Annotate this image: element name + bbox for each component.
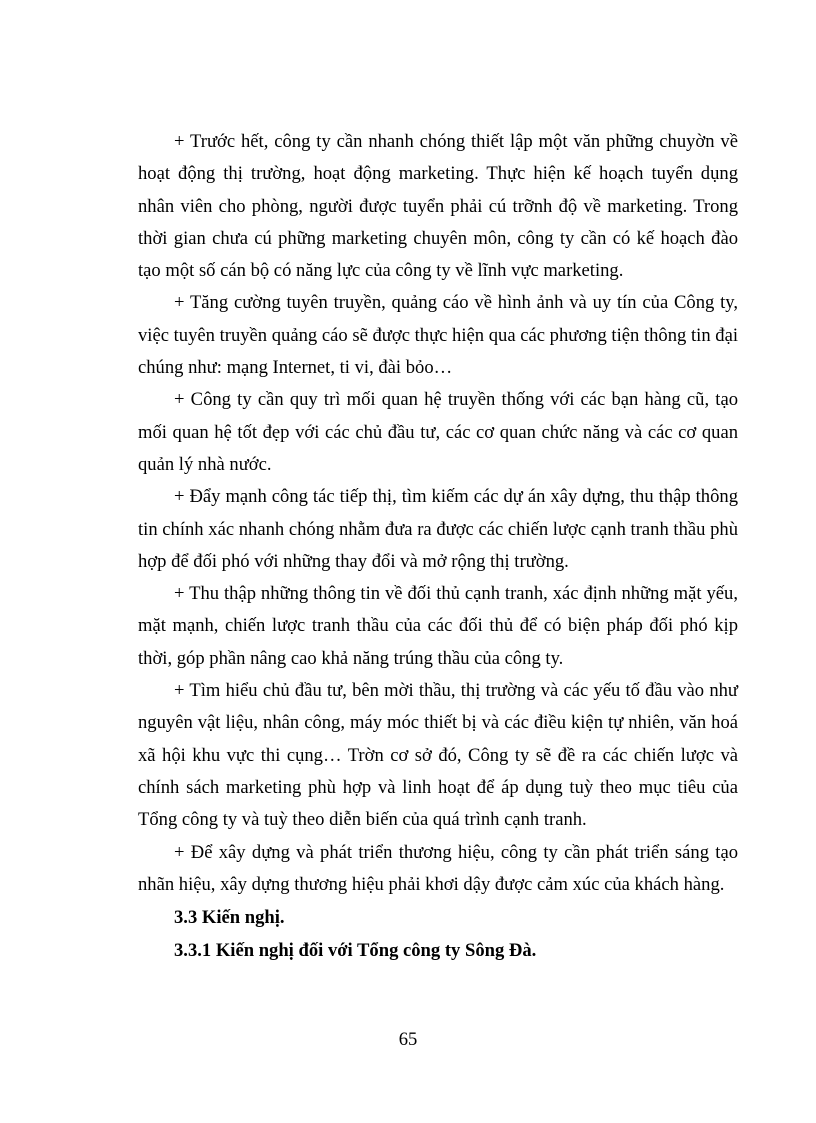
paragraph-relationships: + Công ty cần quy trì mối quan hệ truyền thống với các bạn hàng cũ, tạo mối quan hệ tốt đẹp với các chủ đầu tư, các cơ quan chức năng và các cơ quan quản lý nhà nước. bbox=[138, 389, 738, 475]
paragraph-market-research: + Đẩy mạnh công tác tiếp thị, tìm kiếm các dự án xây dựng, thu thập thông tin chính xác nhanh chóng nhằm đưa ra được các chiến lược cạnh tranh thầu phù hợp để đối phó với những thay đổi và mở rộng thị trường. bbox=[138, 486, 738, 572]
paragraph-brand-building: + Để xây dựng và phát triển thương hiệu, công ty cần phát triển sáng tạo nhãn hiệu, xây dựng thương hiệu phải khơi dậy được cảm xúc của khách hàng. bbox=[138, 841, 738, 895]
page-body bbox=[138, 126, 738, 967]
paragraph-investor-research: + Tìm hiểu chủ đầu tư, bên mời thầu, thị trường và các yếu tố đầu vào như nguyên vật liệu, nhân công, máy móc thiết bị và các điều kiện tự nhiên, văn hoá xã hội khu vực thi cụng… Trờn cơ sở đó, Công ty sẽ đề ra các chiến lược và chính sách marketing phù hợp và linh hoạt để áp dụng tuỳ theo mục tiêu của Tổng công ty và tuỳ theo diễn biến của quá trình cạnh tranh. bbox=[138, 680, 738, 831]
paragraph-competitor-info: + Thu thập những thông tin về đối thủ cạnh tranh, xác định những mặt yếu, mặt mạnh, chiến lược tranh thầu của các đối thủ để có biện pháp đối phó kịp thời, góp phần nâng cao khả năng trúng thầu của công ty. bbox=[138, 583, 738, 669]
paragraph-marketing-department: + Trước hết, công ty cần nhanh chóng thiết lập một văn phững chuyờn về hoạt động thị trường, hoạt động marketing. Thực hiện kế hoạch tuyển dụng nhân viên cho phòng, người được tuyển phải cú trỡnh độ về marketing. Trong thời gian chưa cú phững marketing chuyên môn, công ty cần có kế hoạch đào tạo một số cán bộ có năng lực của công ty về lĩnh vực marketing. bbox=[138, 131, 738, 282]
subsection-heading-song-da: 3.3.1 Kiến nghị đối với Tổng công ty Sông Đà. bbox=[174, 940, 537, 962]
paragraph-advertising: + Tăng cường tuyên truyền, quảng cáo về hình ảnh và uy tín của Công ty, việc tuyên truyền quảng cáo sẽ được thực hiện qua các phương tiện thông tin đại chúng như: mạng Internet, ti vi, đài bỏo… bbox=[138, 292, 738, 379]
section-heading-recommendations: 3.3 Kiến nghị. bbox=[174, 907, 285, 929]
page-number: 65 bbox=[398, 1029, 418, 1050]
